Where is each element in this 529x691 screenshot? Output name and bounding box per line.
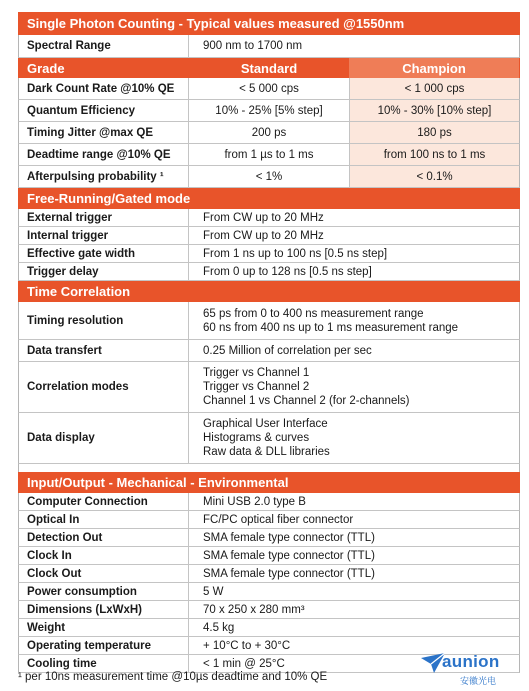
- champion-value: from 100 ns to 1 ms: [350, 144, 519, 165]
- spec-row: [18, 263, 520, 281]
- grade-row: [18, 166, 520, 188]
- spec-label: Cooling time: [19, 655, 189, 672]
- champion-value: 10% - 30% [10% step]: [350, 100, 519, 121]
- grade-label: Grade: [27, 60, 65, 76]
- spec-label: Trigger delay: [19, 263, 189, 280]
- spec-label: Data transfert: [19, 340, 189, 361]
- spec-label: Operating temperature: [19, 637, 189, 654]
- spec-row-data-display: [18, 413, 520, 464]
- spec-label: Internal trigger: [19, 227, 189, 244]
- section-header-free-running: [18, 188, 520, 209]
- section-title: Single Photon Counting - Typical values measured @1550nm: [27, 16, 405, 31]
- value-line: Graphical User Interface: [203, 418, 328, 430]
- grade-row: [18, 144, 520, 166]
- spec-label: Weight: [19, 619, 189, 636]
- spec-label: Quantum Efficiency: [19, 100, 189, 121]
- value-line: Trigger vs Channel 1: [203, 367, 310, 379]
- spec-row: [18, 209, 520, 227]
- spec-value: < 1 min @ 25°C: [203, 657, 285, 670]
- spec-label: Clock In: [19, 547, 189, 564]
- spec-row: [18, 619, 520, 637]
- spec-value: SMA female type connector (TTL): [203, 531, 375, 544]
- spec-value: From 1 ns up to 100 ns [0.5 ns step]: [203, 247, 388, 260]
- spec-label: Afterpulsing probability ¹: [19, 166, 189, 187]
- grade-row: [18, 100, 520, 122]
- value-line: Channel 1 vs Channel 2 (for 2-channels): [203, 395, 410, 407]
- spacer: [18, 464, 520, 472]
- section-header-io: [18, 472, 520, 493]
- grade-row: [18, 122, 520, 144]
- spec-row-correlation-modes: [18, 362, 520, 413]
- spec-row: [18, 547, 520, 565]
- spec-value: 5 W: [203, 585, 224, 598]
- spec-label: Effective gate width: [19, 245, 189, 262]
- section-title: Input/Output - Mechanical - Environmental: [27, 475, 289, 490]
- spec-label: Data display: [19, 413, 189, 463]
- value-line: 65 ps from 0 to 400 ns measurement range: [203, 307, 424, 320]
- spec-value: 0.25 Million of correlation per sec: [203, 344, 372, 357]
- spec-row: [18, 565, 520, 583]
- spec-label: Timing resolution: [19, 302, 189, 339]
- spec-row-data-transfert: [18, 340, 520, 362]
- spec-value: [189, 302, 519, 339]
- spec-row-spectral-range: [18, 35, 520, 58]
- spec-row: [18, 493, 520, 511]
- champion-value: 180 ps: [350, 122, 519, 143]
- spec-value: Mini USB 2.0 type B: [203, 495, 306, 508]
- spec-label: Timing Jitter @max QE: [19, 122, 189, 143]
- spec-value: FC/PC optical fiber connector: [203, 513, 354, 526]
- champion-value: < 0.1%: [350, 166, 519, 187]
- grade-header: [18, 58, 520, 78]
- standard-value: 200 ps: [189, 122, 350, 143]
- grade-row: [18, 78, 520, 100]
- spec-value: 70 x 250 x 280 mm³: [203, 603, 305, 616]
- spec-label: Dimensions (LxWxH): [19, 601, 189, 618]
- spec-label: Deadtime range @10% QE: [19, 144, 189, 165]
- spec-value: From CW up to 20 MHz: [203, 211, 324, 224]
- spec-label: Power consumption: [19, 583, 189, 600]
- standard-value: < 1%: [189, 166, 350, 187]
- spec-row: [18, 245, 520, 263]
- section-header-time-correlation: [18, 281, 520, 302]
- spec-row: [18, 511, 520, 529]
- value-line: 60 ns from 400 ns up to 1 ms measurement range: [203, 321, 459, 334]
- spec-value: + 10°C to + 30°C: [203, 639, 291, 652]
- spec-label: Spectral Range: [19, 35, 189, 57]
- section-title: Free-Running/Gated mode: [27, 191, 191, 206]
- value-line: Raw data & DLL libraries: [203, 446, 330, 458]
- spec-value: From 0 up to 128 ns [0.5 ns step]: [203, 265, 372, 278]
- spec-value: [189, 413, 519, 463]
- spec-value: 900 nm to 1700 nm: [203, 40, 303, 52]
- spec-value: SMA female type connector (TTL): [203, 567, 375, 580]
- section-header-single-photon: [18, 12, 520, 35]
- spec-value: 4.5 kg: [203, 621, 235, 634]
- value-line: Trigger vs Channel 2: [203, 381, 310, 393]
- grade-standard-label: Standard: [240, 60, 298, 76]
- footnote: ¹ per 10ns measurement time @10µs deadtime and 10% QE: [18, 671, 328, 683]
- aunion-logo: [420, 650, 520, 688]
- logo-cn: 安徽光电: [460, 676, 497, 686]
- spec-label: Dark Count Rate @10% QE: [19, 78, 189, 99]
- spec-value: SMA female type connector (TTL): [203, 549, 375, 562]
- spec-label: Detection Out: [19, 529, 189, 546]
- grade-champion-label: Champion: [349, 58, 519, 78]
- champion-value: < 1 000 cps: [350, 78, 519, 99]
- spec-table: [18, 12, 520, 673]
- spec-row-timing-resolution: [18, 302, 520, 340]
- spec-label: Clock Out: [19, 565, 189, 582]
- spec-row: [18, 529, 520, 547]
- standard-value: from 1 µs to 1 ms: [189, 144, 350, 165]
- value-line: Histograms & curves: [203, 432, 310, 444]
- logo-name: aunion: [442, 652, 500, 671]
- spec-label: Computer Connection: [19, 493, 189, 510]
- spec-label: External trigger: [19, 209, 189, 226]
- spec-value: From CW up to 20 MHz: [203, 229, 324, 242]
- spec-value: [189, 362, 519, 412]
- spec-row: [18, 601, 520, 619]
- spec-row: [18, 583, 520, 601]
- spec-label: Correlation modes: [19, 362, 189, 412]
- spec-label: Optical In: [19, 511, 189, 528]
- section-title: Time Correlation: [27, 284, 131, 299]
- spec-row: [18, 227, 520, 245]
- standard-value: 10% - 25% [5% step]: [189, 100, 350, 121]
- standard-value: < 5 000 cps: [189, 78, 350, 99]
